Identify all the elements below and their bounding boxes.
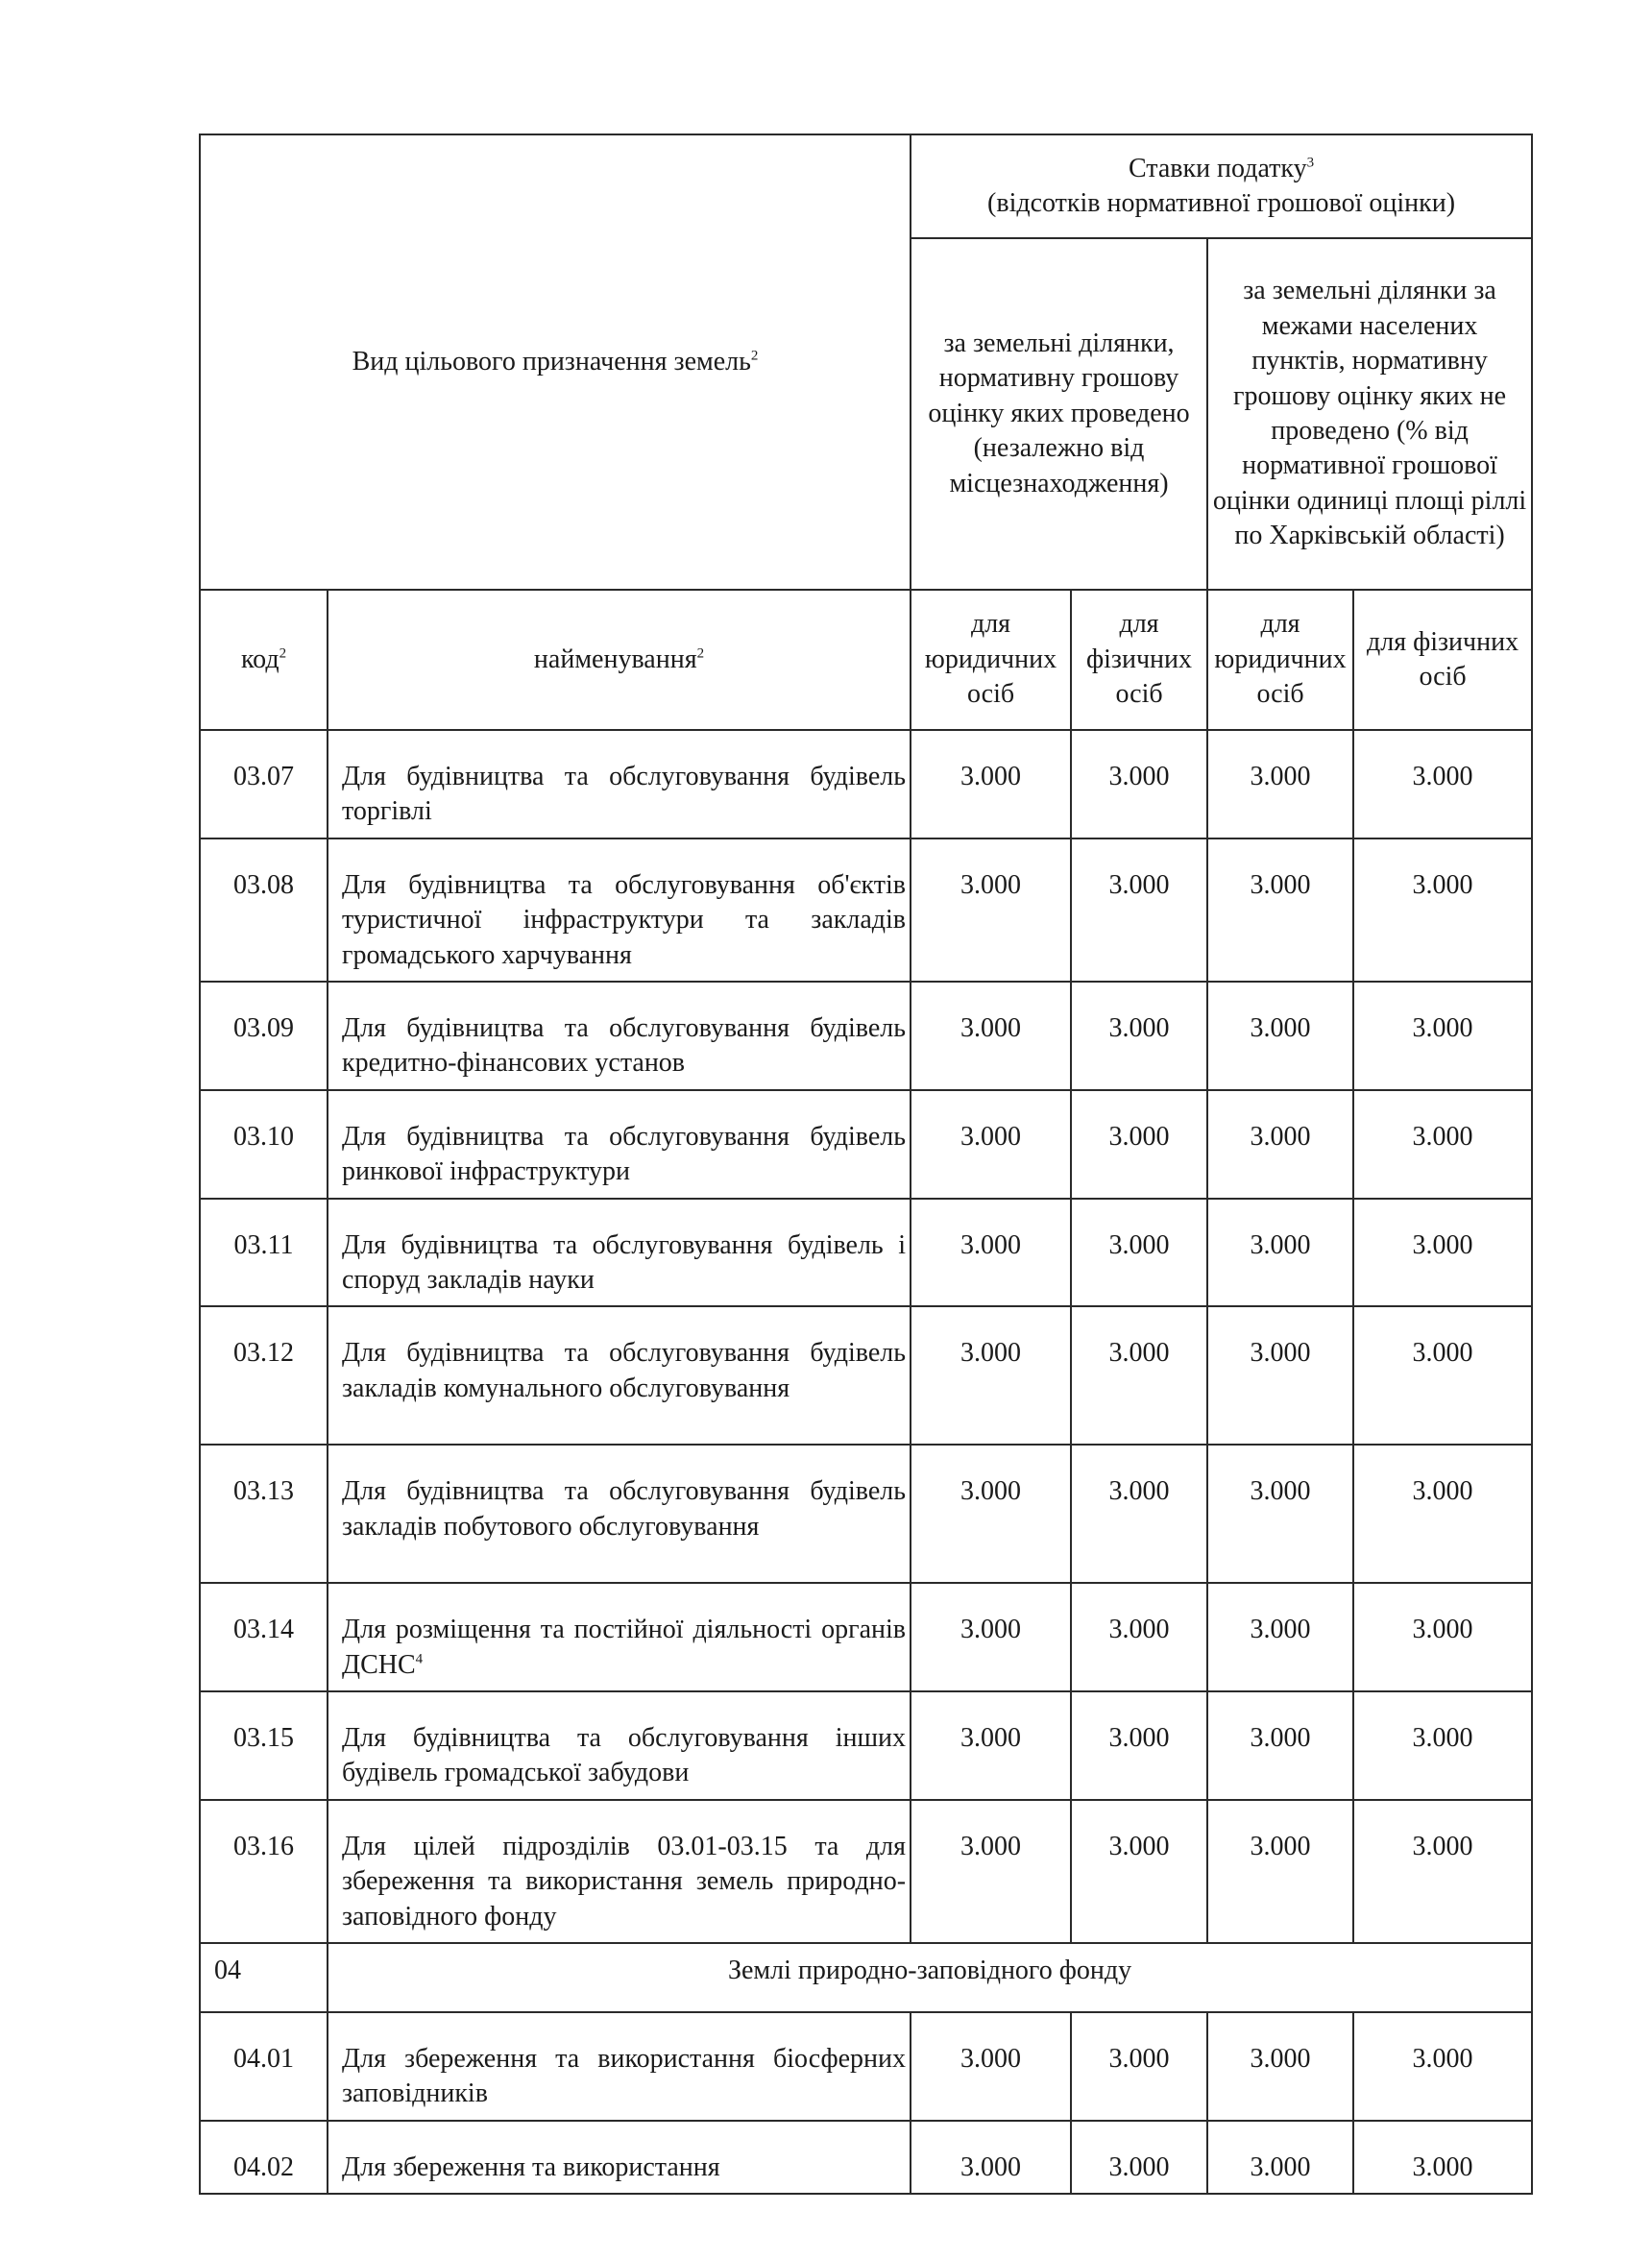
legal-persons-header: для юридичних осіб	[911, 590, 1071, 730]
table-row: 03.08 Для будівництва та обслуговування об'єктів туристичної інфраструктури та закладів громадського харчування 3.000 3.000 3.000 3.000	[200, 838, 1532, 982]
section-code: 04	[200, 1943, 328, 2012]
rates-header: Ставки податку$^3$ (відсотків нормативної грошової оцінки)	[911, 134, 1532, 238]
table-row: 04.01 Для збереження та використання біосферних заповідників 3.000 3.000 3.000 3.000	[200, 2012, 1532, 2121]
table-row: 04.02 Для збереження та використання 3.000 3.000 3.000 3.000	[200, 2121, 1532, 2194]
legal-persons-header-2: для юридичних осіб	[1207, 590, 1353, 730]
name-header: найменування$^2$	[328, 590, 911, 730]
table-row: 03.11 Для будівництва та обслуговування будівель і споруд закладів науки 3.000 3.000 3.000 3.000	[200, 1199, 1532, 1307]
physical-persons-header-2: для фізичних осіб	[1353, 590, 1532, 730]
code-header: код$^2$	[200, 590, 328, 730]
assessed-group-header: за земельні ділянки, нормативну грошову оцінку яких проведено (незалежно від місцезнаходження)	[911, 238, 1207, 590]
table-row: 03.07 Для будівництва та обслуговування будівель торгівлі 3.000 3.000 3.000 3.000	[200, 730, 1532, 838]
header-row-1	[200, 134, 1532, 238]
table-row: 03.12 Для будівництва та обслуговування будівель закладів комунального обслуговування 3.000 3.000 3.000 3.000	[200, 1306, 1532, 1445]
table-row: 03.10 Для будівництва та обслуговування будівель ринкової інфраструктури 3.000 3.000 3.000 3.000	[200, 1090, 1532, 1199]
tax-rates-table	[199, 134, 1533, 2195]
table-row: 03.09 Для будівництва та обслуговування будівель кредитно-фінансових установ 3.000 3.000 3.000 3.000	[200, 982, 1532, 1090]
table-row: 03.13 Для будівництва та обслуговування будівель закладів побутового обслуговування 3.000 3.000 3.000 3.000	[200, 1445, 1532, 1583]
table-row: 03.15 Для будівництва та обслуговування інших будівель громадської забудови 3.000 3.000 3.000 3.000	[200, 1691, 1532, 1800]
table-row: 03.14 Для розміщення та постійної діяльності органів ДСНС$^4$ 3.000 3.000 3.000 3.000	[200, 1583, 1532, 1691]
header-row-3	[200, 590, 1532, 730]
not-assessed-group-header: за земельні ділянки за межами населених пунктів, нормативну грошову оцінку яких не проведено (% від нормативної грошової оцінки одиниці площі ріллі по Харківській області)	[1207, 238, 1532, 590]
physical-persons-header: для фізичних осіб	[1071, 590, 1207, 730]
purpose-header: Вид цільового призначення земель$^2$	[200, 134, 911, 590]
section-title: Землі природно-заповідного фонду	[328, 1943, 1532, 2012]
section-row	[200, 1943, 1532, 2012]
table-row: 03.16 Для цілей підрозділів 03.01-03.15 та для збереження та використання земель природно-заповідного фонду 3.000 3.000 3.000 3.000	[200, 1800, 1532, 1943]
